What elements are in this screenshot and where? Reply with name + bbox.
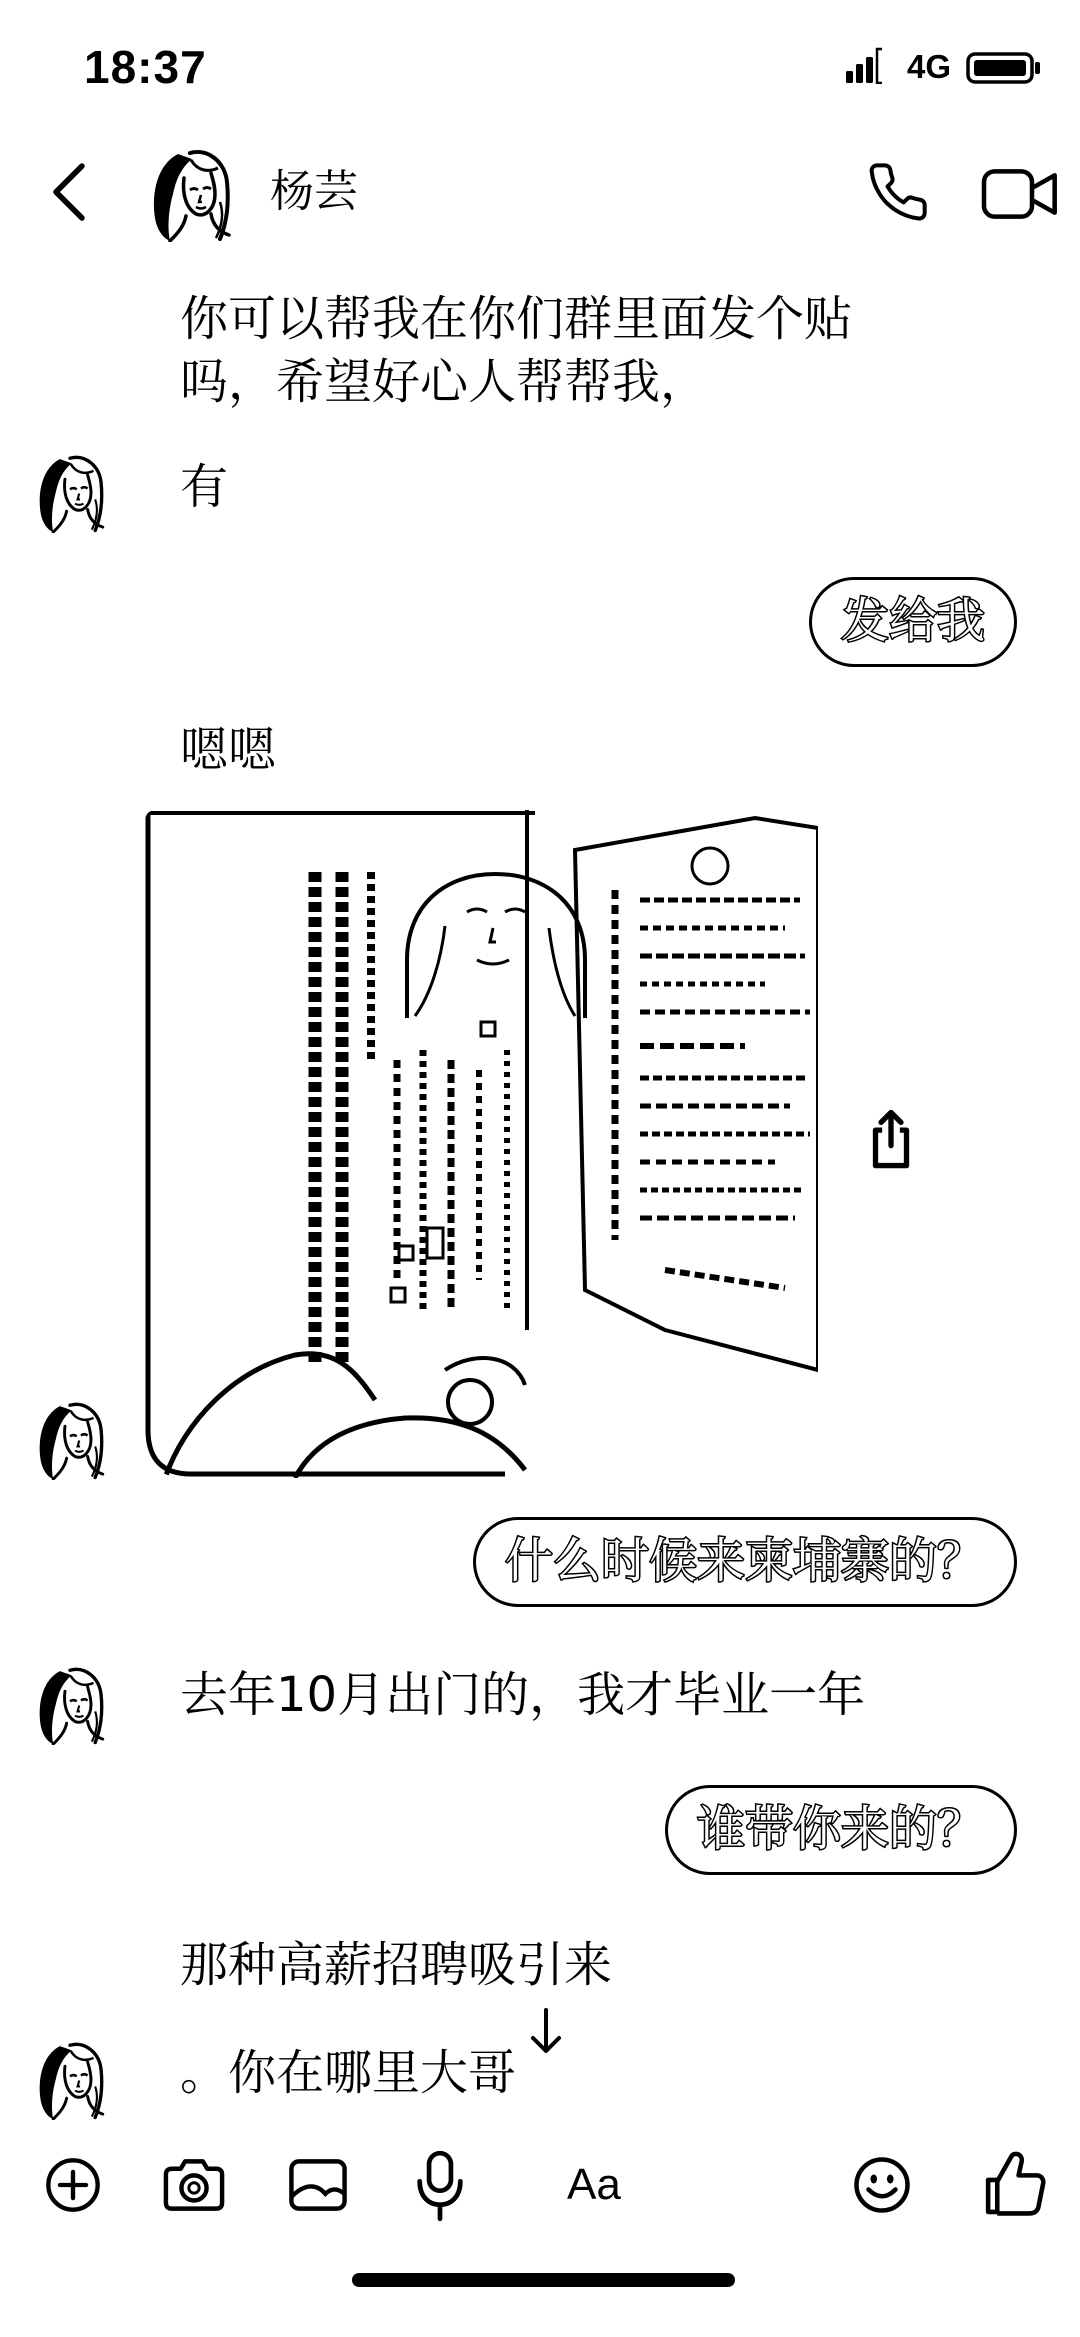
message-line: 你可以帮我在你们群里面发个贴 bbox=[180, 291, 853, 347]
emoji-icon[interactable] bbox=[852, 2155, 912, 2215]
incoming-message[interactable]: 那种高薪招聘吸引来 bbox=[180, 1937, 613, 1993]
arrow-down-icon bbox=[508, 1998, 584, 2074]
thumbs-up-icon[interactable] bbox=[982, 2148, 1046, 2218]
message-line: 吗，希望好心人帮帮我， bbox=[180, 354, 709, 410]
chevron-left-icon bbox=[56, 166, 82, 218]
contact-avatar-icon[interactable] bbox=[140, 142, 240, 242]
contact-avatar-icon[interactable] bbox=[28, 449, 112, 533]
camera-icon[interactable] bbox=[160, 2155, 228, 2215]
video-camera-icon[interactable] bbox=[980, 166, 1060, 222]
incoming-message[interactable]: 嗯嗯 bbox=[180, 722, 277, 778]
contact-name[interactable]: 杨芸 bbox=[270, 166, 358, 217]
outgoing-message[interactable]: 发给我 bbox=[809, 577, 1017, 667]
shared-photo[interactable] bbox=[145, 810, 818, 1478]
home-indicator bbox=[352, 2273, 735, 2287]
microphone-icon[interactable] bbox=[415, 2150, 465, 2222]
outgoing-message[interactable]: 谁带你来的？ bbox=[665, 1785, 1017, 1875]
share-icon[interactable] bbox=[864, 1108, 918, 1170]
photo-icon[interactable] bbox=[287, 2155, 349, 2215]
battery-icon bbox=[966, 52, 1042, 84]
outgoing-message[interactable]: 什么时候来柬埔寨的？ bbox=[473, 1517, 1017, 1607]
contact-avatar-icon[interactable] bbox=[28, 2036, 112, 2120]
contact-avatar-icon[interactable] bbox=[28, 1396, 112, 1480]
incoming-message[interactable]: 。你在哪里大哥 bbox=[180, 2045, 517, 2101]
status-time: 18:37 bbox=[84, 41, 207, 93]
network-type: 4G bbox=[907, 48, 952, 85]
incoming-message[interactable]: 去年10月出门的，我才毕业一年 bbox=[180, 1667, 866, 1723]
cellular-signal-icon bbox=[846, 46, 890, 84]
scroll-to-bottom-button[interactable] bbox=[508, 1998, 584, 2074]
incoming-message[interactable] bbox=[180, 288, 852, 414]
contact-avatar-icon[interactable] bbox=[28, 1661, 112, 1745]
phone-icon[interactable] bbox=[866, 160, 930, 224]
back-button[interactable] bbox=[46, 160, 92, 224]
plus-circle-icon[interactable] bbox=[44, 2156, 102, 2214]
incoming-message[interactable]: 有 bbox=[180, 459, 229, 515]
message-input[interactable]: Aa bbox=[567, 2160, 621, 2209]
